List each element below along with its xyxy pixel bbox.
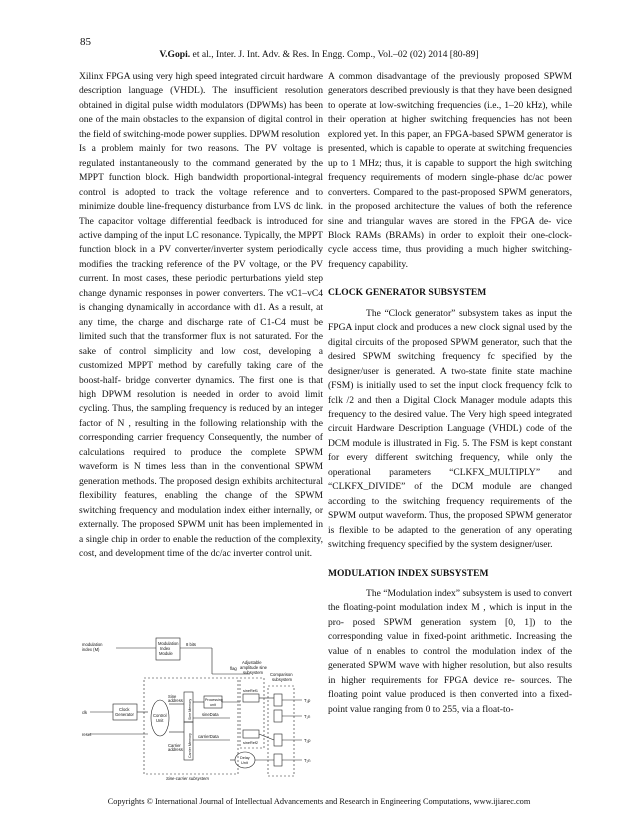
- carrierdata-label: carrierData: [198, 734, 219, 739]
- adjustable-label-2: amplitude sine: [240, 665, 268, 670]
- modulation-index-heading: MODULATION INDEX SUBSYSTEM: [328, 567, 489, 579]
- right-column: [328, 70, 572, 717]
- carrier-address-label-1: Carrier: [168, 743, 181, 748]
- modulation-input-label-2: index (M): [82, 647, 100, 652]
- control-label-2: Unit: [156, 718, 164, 723]
- comparison-label-1: Comparison: [270, 672, 293, 677]
- control-label-1: Control: [153, 713, 167, 718]
- right-paragraph-2: The “Clock generator” subsystem takes as input the FPGA input clock and produces a new clock signal used by the digital circuits of the proposed SPWM generator, such that the desired SPWM switching frequency fc specified by the designer/user is generated. A two-state finite state machine (FSM) is initially used to set the input clock frequency fclk to fclk /2 and then a Digital Clock Manager module adapts this frequency to the desired value. The Very high speed integrated circuit Hardware Description Language (VHDL) code of the DCM module is illustrated in Fig. 5. The FSM is kept constant for every different switching frequency, while only the operational parameters “CLKFX_MULTIPLY” and “CLKFX_DIVIDE” of the DCM module are changed according to the switching frequency requirements of the SPWM output waveform. Thus, the proposed SPWM generator is flexible to be adapted to the generation of any operating switching frequency specified by the system designer/user.: [328, 307, 572, 551]
- processing-label-2: unit: [210, 703, 216, 707]
- modulation-block-label-2: Index: [160, 646, 171, 651]
- clk-label: clk: [82, 710, 88, 715]
- sine-address-label-1: Sine: [168, 694, 177, 699]
- left-paragraph-2: Is a problem mainly for two reasons. The PV voltage is regulated instantaneously to the command generated by the MPPT function block. High bandwidth proportional-integral control is adopted to track the voltage reference and to minimize double line-frequency disturbance from LVS dc link. The capacitor voltage differential feedback is introduced for active damping of the input LC resonance. Typically, the MPPT function block in a PV converter/inverter system periodically modifies the tracking reference of the PV voltage, or the PV current. In most cases, these periodic perturbations yield step change dynamic responses in power converters. The vC1–vC4 is changing dynamically in accordance with d1. As a result, at any time, the charge and discharge rate of C1-C4 must be limited such that the transformer flux is not saturated. For the sake of control simplicity and low cost, developing a customized MPPT method by carefully taking care of the boost-half- bridge converter dynamics. The first one is that high DPWM resolution is needed in order to avoid limit cycling. Thus, the sampling frequency is reduced by an integer factor of N , resulting in the following relationship with the corresponding carrier frequency Consequently, the number of calculations required to produce the complete SPWM waveform is N times less than in the conventional SPWM generation methods. The proposed design exhibits architectural flexibility features, enabling the change of the SPWM switching frequency and modulation index either internally, or externally. The proposed SPWM unit has been implemented in a single chip in order to enable the reduction of the complexity, cost, and development time of the dc/ac inverter control unit.: [79, 143, 323, 559]
- modulation-block-label-3: Module: [159, 651, 173, 656]
- output-t1n: T₁n: [304, 714, 311, 719]
- adjustable-label-3: subsystem: [243, 670, 264, 675]
- left-column: [79, 70, 323, 561]
- page-footer: Copyrights © International Journal of Intellectual Advancements and Research in Engineering Computations, www.ijiarec.com: [107, 797, 531, 806]
- sineref1-label: sineRef1: [243, 689, 258, 693]
- modulation-block-label-1: Modulation: [158, 641, 179, 646]
- reset-label: reset: [82, 732, 92, 737]
- comparison-label-2: subsystem: [272, 677, 293, 682]
- sine-carrier-subsystem-frame: [144, 678, 238, 774]
- running-head: [0, 49, 638, 60]
- flag-label: flag: [230, 666, 237, 671]
- running-head-author: V.Gopi.: [159, 49, 191, 60]
- sinedata-label: sineData: [202, 712, 219, 717]
- right-paragraph-3: The “Modulation index” subsystem is used to convert the floating-point modulation index M , which is input in the pro- posed SPWM generation system [0, 1]) to the corresponding value in fixed-point arithmetic. Increasing the value of n enables to control the modulation index of the generated SPWM wave with higher resolution, but also results in higher requirements for FPGA device re- sources. The floating point value produced is then converted into a fixed-point value ranging from 0 to 255, via a float-to-: [328, 587, 572, 715]
- clock-gen-label-1: Clock: [119, 707, 130, 712]
- comparison-subsystem-frame: [268, 686, 294, 776]
- left-paragraph-1: Xilinx FPGA using very high speed integrated circuit hardware description language (VHDL). The insufficient resolution obtained in digital pulse width modulators (DPWMs) has been one of the main obstacles to the expansion of digital control in the field of switching-mode power supplies. DPWM resolution: [79, 71, 323, 140]
- page-number: 85: [80, 36, 91, 48]
- output-t2p: T₂p: [304, 738, 311, 743]
- adjustable-label-1: Adjustable: [242, 660, 262, 665]
- sine-address-label-2: address: [168, 698, 183, 703]
- delay-label-2: Unit: [241, 761, 248, 765]
- output-t1p: T₁p: [304, 698, 311, 703]
- carrier-memory-label: Carrier Memory: [188, 733, 192, 758]
- clock-generator-heading: CLOCK GENERATOR SUBSYSTEM: [328, 287, 487, 299]
- sine-carrier-subsystem-label: Sine-carrier subsystem: [166, 776, 209, 781]
- running-head-citation: et al., Inter. J. Int. Adv. & Res. In Engg. Comp., Vol.–02 (02) 2014 [80-89]: [190, 49, 479, 60]
- delay-label-1: Delay: [240, 756, 250, 760]
- sineref2-label: sineRef2: [243, 741, 258, 745]
- clock-gen-label-2: Generator: [115, 712, 134, 717]
- processing-label-1: Processing: [205, 698, 223, 702]
- sine-memory-label: Sine Memory: [188, 698, 192, 720]
- spwm-block-diagram: [80, 634, 322, 782]
- carrier-address-label-2: address: [168, 747, 183, 752]
- bits-label: 8 bits: [186, 642, 197, 647]
- output-t2n: T₂n: [304, 758, 311, 763]
- modulation-input-label: modulation: [82, 642, 103, 647]
- right-paragraph-1: A common disadvantage of the previously proposed SPWM generators described previously is that they have been designed to operate at low-switching frequencies (i.e., 1–20 kHz), while their operation at higher switching frequencies has not been explored yet. In this paper, an FPGA-based SPWM generator is presented, which is capable to operate at switching frequencies up to 1 MHz; thus, it is capable to support the high switching frequency requirements of modern single-phase dc/ac power converters. Compared to the past-proposed SPWM generators, in the proposed architecture the values of both the reference sine and triangular waves are stored in the FPGA de- vice Block RAMs (BRAMs) in order to exploit their one-clock- cycle access time, thus providing a much higher switching-frequency capability.: [328, 71, 572, 270]
